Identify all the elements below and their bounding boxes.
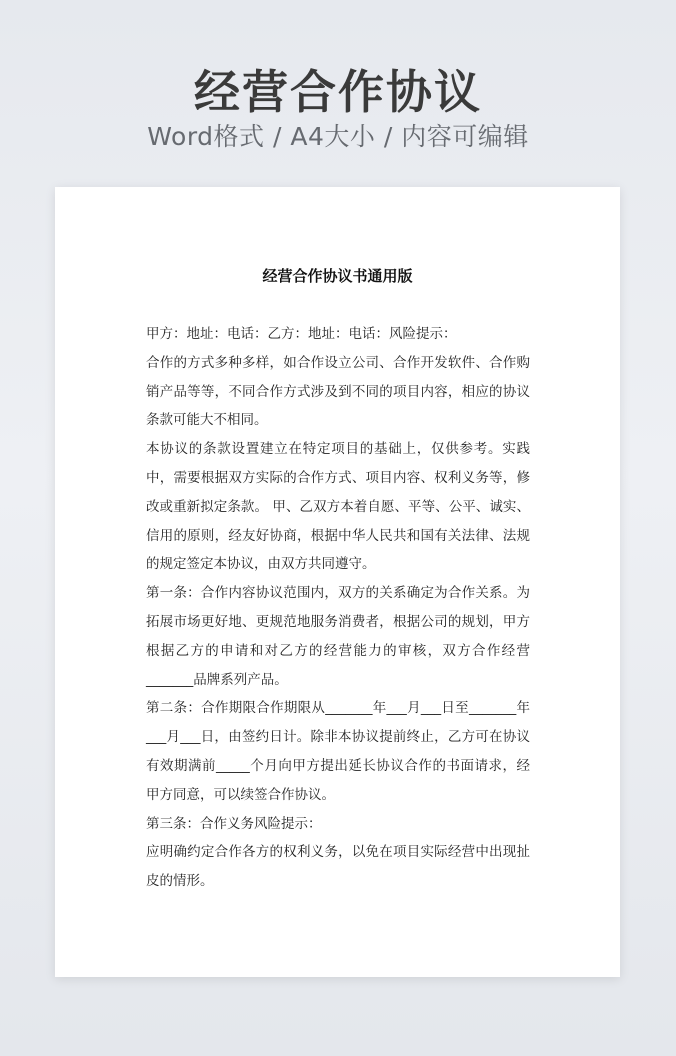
page-subtitle: Word格式 / A4大小 / 内容可编辑 [147,122,529,151]
paragraph-cooperation-methods: 合作的方式多种多样，如合作设立公司、合作开发软件、合作购销产品等等，不同合作方式涉及到不同的项目内容，相应的协议条款可能大不相同。 [146,354,530,429]
page-title: 经营合作协议 [194,65,482,119]
paragraph-preamble: 本协议的条款设置建立在特定项目的基础上，仅供参考。实践中，需要根据双方实际的合作方式、项目内容、权利义务等，修改或重新拟定条款。 甲、乙双方本着自愿、平等、公平、诚实、信用的原则，经友好协商，根据中华人民共和国有关法律、法规的规定签定本协议，由双方共同遵守。 [146,441,530,573]
paragraph-article-3-heading: 第三条：合作义务风险提示： [146,815,322,832]
document-page [55,187,620,977]
document-body [146,320,530,896]
paragraph-article-3-note: 应明确约定合作各方的权利义务，以免在项目实际经营中出现扯皮的情形。 [146,844,530,890]
paragraph-parties: 甲方：地址：电话：乙方：地址：电话：风险提示： [146,326,457,342]
document-title: 经营合作协议书通用版 [262,267,413,285]
paragraph-article-2: 第二条：合作期限合作期限从_______年___月___日至_______年___月___日，由签约日计。除非本协议提前终止，乙方可在协议有效期满前_____个月向甲方提出延长协议合作的书面请求，经甲方同意，可以续签合作协议。 [146,700,530,803]
paragraph-article-1: 第一条：合作内容协议范围内，双方的关系确定为合作关系。为拓展市场更好地、更规范地服务消费者，根据公司的规划，甲方根据乙方的申请和对乙方的经营能力的审核，双方合作经营_______品牌系列产品。 [146,585,530,688]
